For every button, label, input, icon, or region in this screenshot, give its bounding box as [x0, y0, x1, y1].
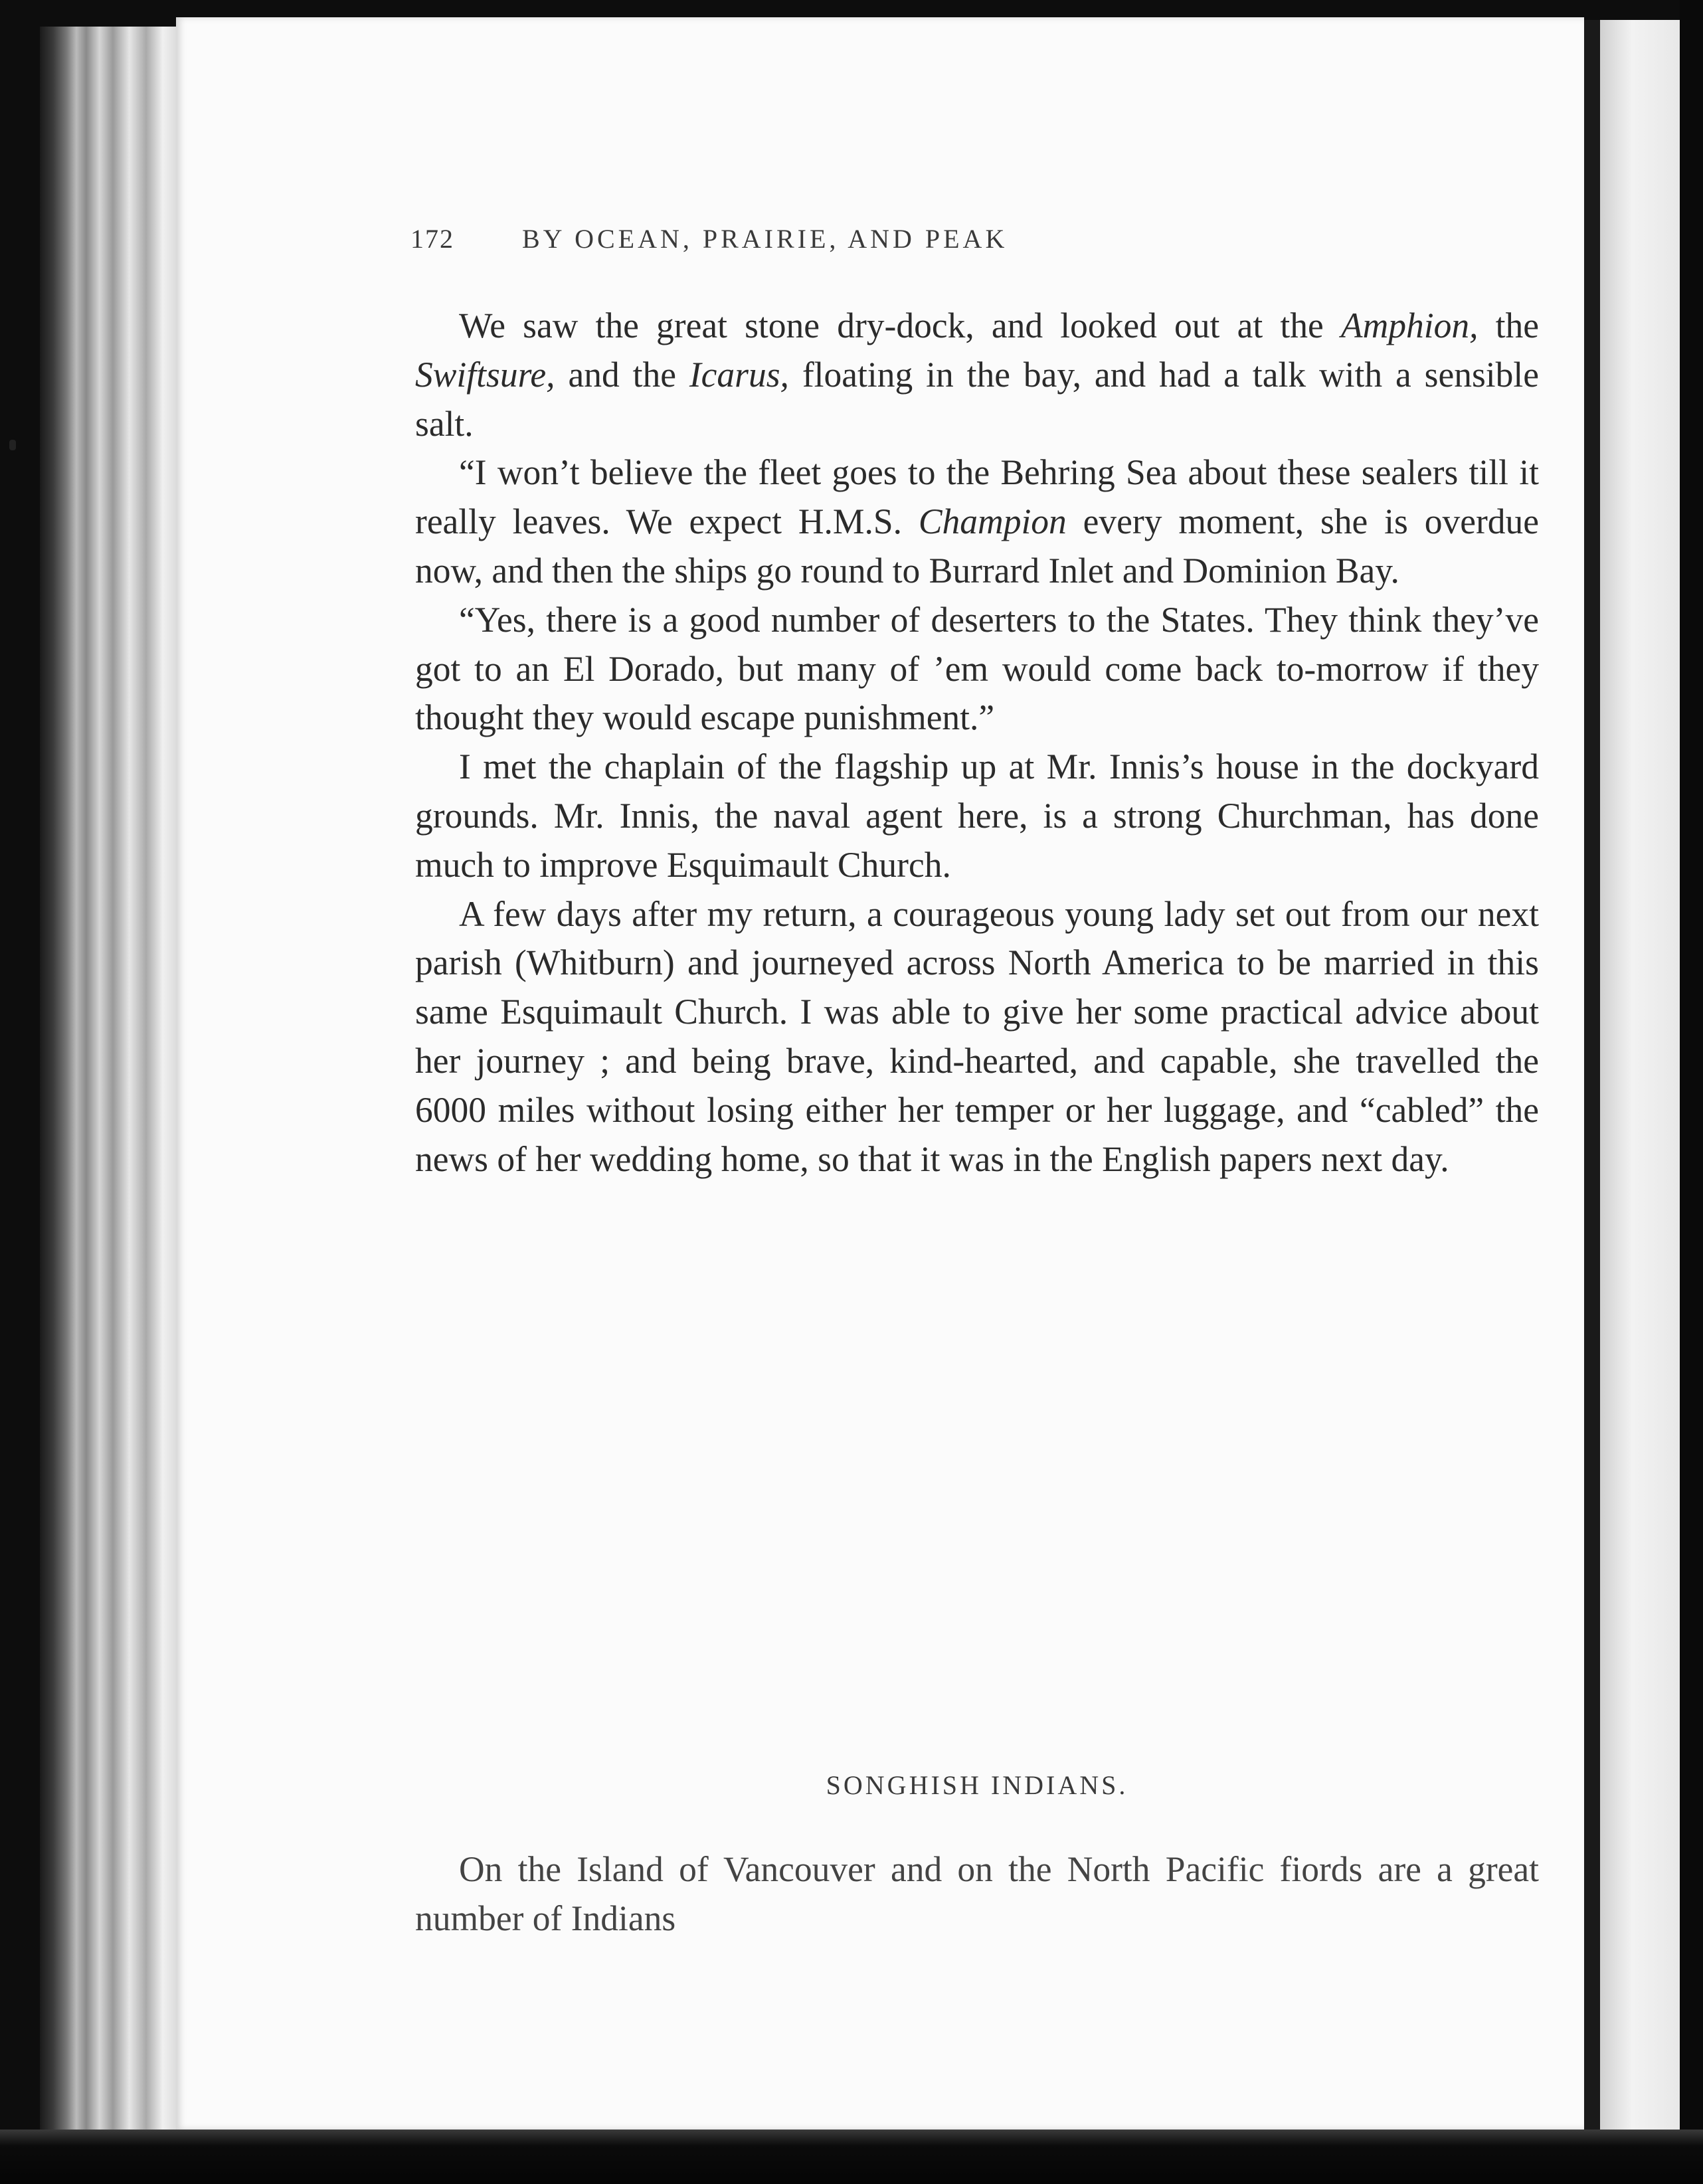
- book-page: [176, 17, 1584, 2130]
- ship-name: Swiftsure,: [415, 354, 555, 395]
- ship-name: Amphion,: [1340, 306, 1479, 345]
- running-head: [410, 223, 1407, 254]
- text-run: I met the chaplain of the flagship up at Mr. Innis’s house in the dockyard grounds. Mr. Innis, the naval agent here, is a strong Churchman, has done much to improve Esquimault Church.: [415, 747, 1539, 885]
- text-run: floating in the bay, and had a talk with a sensible salt.: [415, 354, 1539, 444]
- facing-page-edge: [1600, 20, 1680, 2165]
- paragraph: [415, 596, 1539, 743]
- text-run: “Yes, there is a good number of deserters to the States. They think they’ve got to an El Dorado, but many of ’em would come back to-morrow if they thought they would escape punishment.”: [415, 599, 1539, 738]
- text-run: A few days after my return, a courageous young lady set out from our next parish (Whitburn) and journeyed across North America to be married in this same Esquimault Church. I was able to give her some practical advice about her journey ; and being brave, kind-hearted, and capable, she travelled the 6000 miles without losing either her temper or her luggage, and “cabled” the news of her wedding home, so that it was in the English papers next day.: [415, 893, 1539, 1179]
- scan-speck: [9, 440, 16, 450]
- paragraph: [415, 448, 1539, 595]
- paragraph: On the Island of Vancouver and on the North Pacific fiords are a great number of Indians: [415, 1849, 1539, 1938]
- text-run: We saw the great stone dry-dock, and looked out at the: [459, 306, 1341, 345]
- paragraph: [415, 302, 1539, 448]
- body-text: [415, 302, 1539, 1184]
- text-run: “I won’t believe the fleet goes to the Behring Sea about these sealers till it really leaves. We expect H.M.S.: [415, 452, 1539, 542]
- ship-name: Champion: [918, 501, 1067, 542]
- paragraph: [415, 743, 1539, 889]
- scan-bottom-border: [0, 2130, 1703, 2184]
- scan-border: [1680, 0, 1703, 2184]
- text-run: every moment, she is overdue now, and then the ships go round to Burrard Inlet and Dominion Bay.: [415, 501, 1539, 591]
- ship-name: Icarus,: [689, 354, 789, 395]
- paragraph: [415, 890, 1539, 1184]
- section-heading: SONGHISH INDIANS.: [826, 1770, 1128, 1800]
- binding-gutter: [1584, 20, 1600, 2165]
- page-number: 172: [410, 224, 454, 254]
- running-title: BY OCEAN, PRAIRIE, AND PEAK: [522, 224, 1008, 254]
- page-edges: [40, 27, 179, 2132]
- text-run: the: [1478, 306, 1539, 345]
- section-body-text: [415, 1845, 1539, 1944]
- text-run: and the: [555, 354, 689, 395]
